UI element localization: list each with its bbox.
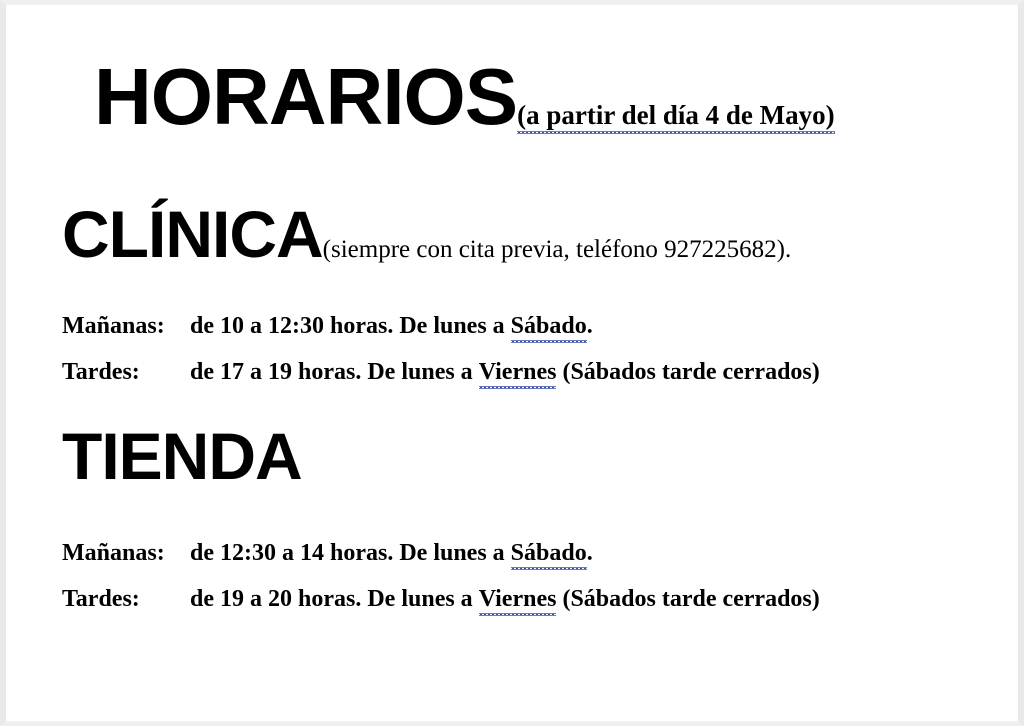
schedule-row: [62, 313, 593, 340]
schedule-text-before: de 10 a 12:30 horas. De lunes a: [190, 313, 511, 339]
schedule-row: [62, 540, 593, 567]
schedule-text-before: de 19 a 20 horas. De lunes a: [190, 586, 479, 612]
schedule-row: [62, 586, 820, 613]
schedule-label: Mañanas:: [62, 540, 165, 566]
section-title-tienda: [62, 419, 302, 493]
schedule-label: Tardes:: [62, 586, 140, 612]
schedule-highlight: Viernes: [478, 586, 557, 612]
schedule-text-before: de 12:30 a 14 horas. De lunes a: [190, 540, 511, 566]
section-heading: CLÍNICA: [62, 197, 323, 271]
schedule-text-before: de 17 a 19 horas. De lunes a: [190, 359, 479, 385]
schedule-highlight: Sábado: [510, 540, 587, 566]
schedule-highlight: Sábado: [510, 313, 587, 339]
section-note: (siempre con cita previa, teléfono 927225682).: [322, 236, 792, 263]
page-title-note: (a partir del día 4 de Mayo): [517, 100, 835, 130]
section-title-clinica: [62, 197, 792, 271]
schedule-row: [62, 359, 820, 386]
schedule-text-after: (Sábados tarde cerrados): [556, 359, 820, 385]
schedule-text-after: (Sábados tarde cerrados): [556, 586, 820, 612]
document-content: [6, 5, 1018, 721]
schedule-text-after: .: [586, 540, 593, 566]
schedule-label: Tardes:: [62, 359, 140, 385]
schedule-label: Mañanas:: [62, 313, 165, 339]
section-heading: TIENDA: [62, 419, 302, 493]
page-title: HORARIOS: [94, 52, 518, 141]
schedule-highlight: Viernes: [478, 359, 557, 385]
schedule-text-after: .: [586, 313, 593, 339]
document-header: [94, 52, 835, 141]
